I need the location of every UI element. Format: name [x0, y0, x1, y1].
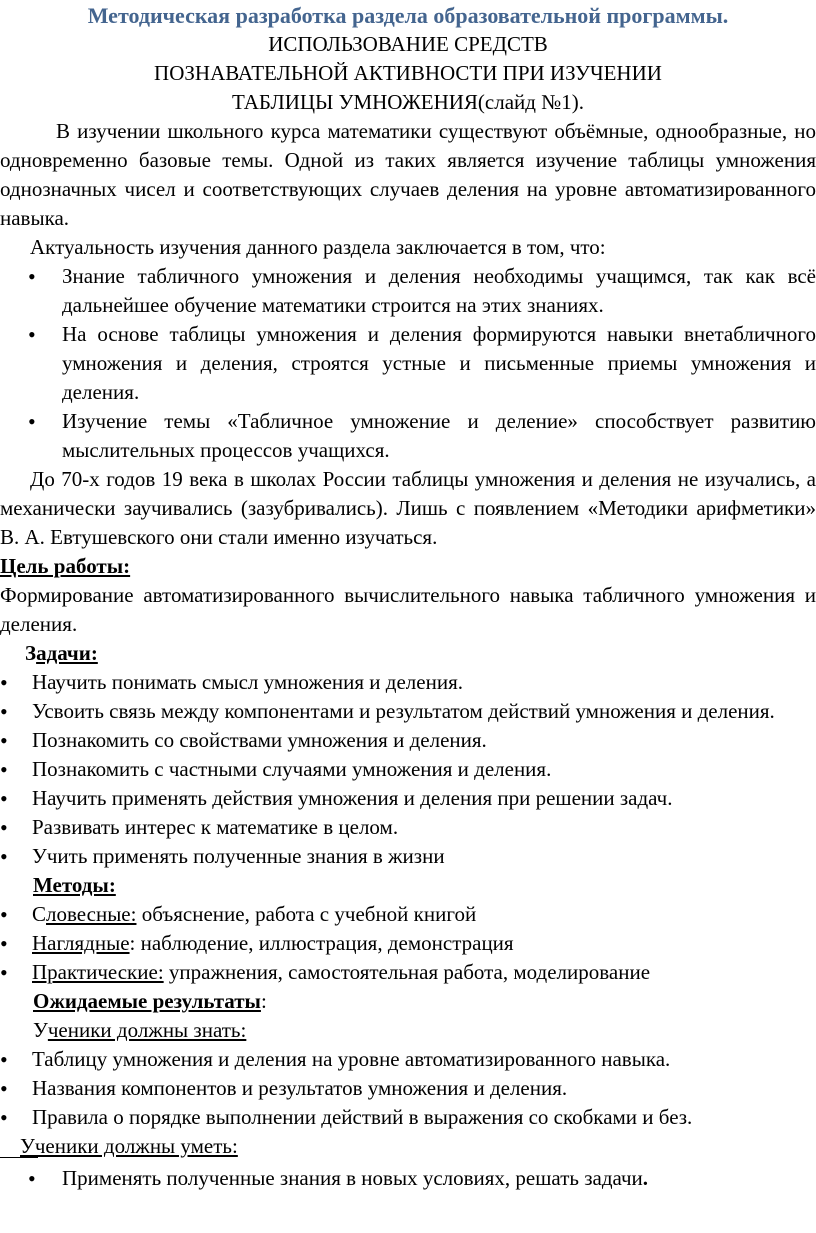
list-item: • Усвоить связь между компонентами и результатом действий умножения и деления. [0, 697, 816, 726]
list-item: • Учить применять полученные знания в жизни [0, 842, 816, 871]
method-text: упражнения, самостоятельная работа, моделирование [163, 960, 651, 984]
list-item: • На основе таблицы умножения и деления формируются навыки внетабличного умножения и деления, строятся устные и письменные приемы умножения и деления. [0, 320, 816, 407]
title-line-2: ПОЗНАВАТЕЛЬНОЙ АКТИВНОСТИ ПРИ ИЗУЧЕНИИ [154, 61, 662, 85]
list-item [0, 929, 816, 958]
able-heading [0, 1132, 816, 1161]
list-item: • Изучение темы «Табличное умножение и деление» способствует развитию мыслительных процессов учащихся. [0, 407, 816, 465]
document-subtitle: Методическая разработка раздела образовательной программы. [87, 3, 729, 28]
title-line-3: ТАБЛИЦЫ УМНОЖЕНИЯ(слайд №1). [231, 90, 585, 114]
know-heading [0, 1016, 816, 1045]
method-label: ловесные: [46, 902, 137, 926]
list-item: • Развивать интерес к математике в целом. [0, 813, 816, 842]
know-heading-prefix: У [33, 1018, 48, 1042]
list-item: • Названия компонентов и результатов умножения и деления. [0, 1074, 816, 1103]
methods-list [0, 900, 816, 987]
title-line-1: ИСПОЛЬЗОВАНИЕ СРЕДСТВ [268, 32, 548, 56]
list-item: • Познакомить со свойствами умножения и деления. [0, 726, 816, 755]
able-item-text: Применять полученные знания в новых условиях, решать задачи [62, 1166, 643, 1190]
method-label-prefix: С [32, 902, 47, 926]
results-heading-text: Ожидаемые результаты [33, 989, 261, 1013]
actuality-text: Актуальность изучения данного раздела заключается в том, что: [30, 235, 606, 259]
list-item [0, 900, 816, 929]
able-list [0, 1164, 816, 1193]
history-paragraph: До 70-х годов 19 века в школах России таблицы умножения и деления не изучались, а механически заучивались (зазубривались). Лишь с появлением «Методики арифметики» В. А. Евтушевского они стали именно изучаться. [0, 467, 816, 549]
list-item: • Знание табличного умножения и деления необходимы учащимся, так как всё дальнейшее обучение математики строится на этих знаниях. [0, 262, 816, 320]
list-item [0, 1164, 816, 1193]
actuality-list [0, 262, 816, 465]
list-item: • Научить понимать смысл умножения и деления. [0, 668, 816, 697]
list-item: • Таблицу умножения и деления на уровне автоматизированного навыка. [0, 1045, 816, 1074]
know-heading-text: ченики должны знать: [47, 1018, 247, 1042]
goal-heading: Цель работы: [0, 554, 131, 578]
know-list [0, 1045, 816, 1132]
methods-heading: Методы: [33, 873, 116, 897]
able-heading-text: Ученики должны уметь: [20, 1134, 238, 1158]
method-label: Практические: [32, 960, 164, 984]
list-item: • Правила о порядке выполнении действий в выражения со скобками и без. [0, 1103, 816, 1132]
method-text: объяснение, работа с учебной книгой [136, 902, 477, 926]
list-item [0, 958, 816, 987]
results-heading-colon: : [260, 989, 267, 1013]
intro-paragraph: В изучении школьного курса математики существуют объёмные, однообразные, но одновременно базовые темы. Одной из таких является изучение таблицы умножения однозначных чисел и соответствующих случаев деления на уровне автоматизированного навыка. [0, 119, 816, 230]
able-item-end: . [642, 1166, 649, 1190]
tasks-heading: Задачи: [25, 641, 98, 665]
method-text: : наблюдение, иллюстрация, демонстрация [129, 931, 514, 955]
tasks-heading-text: адачи: [36, 641, 98, 665]
goal-text: Формирование автоматизированного вычислительного навыка табличного умножения и деления. [0, 583, 816, 636]
list-item: • Познакомить с частными случаями умножения и деления. [0, 755, 816, 784]
tasks-list [0, 668, 816, 871]
method-label: Наглядные [32, 931, 130, 955]
results-heading [0, 987, 816, 1016]
list-item: • Научить применять действия умножения и деления при решении задач. [0, 784, 816, 813]
